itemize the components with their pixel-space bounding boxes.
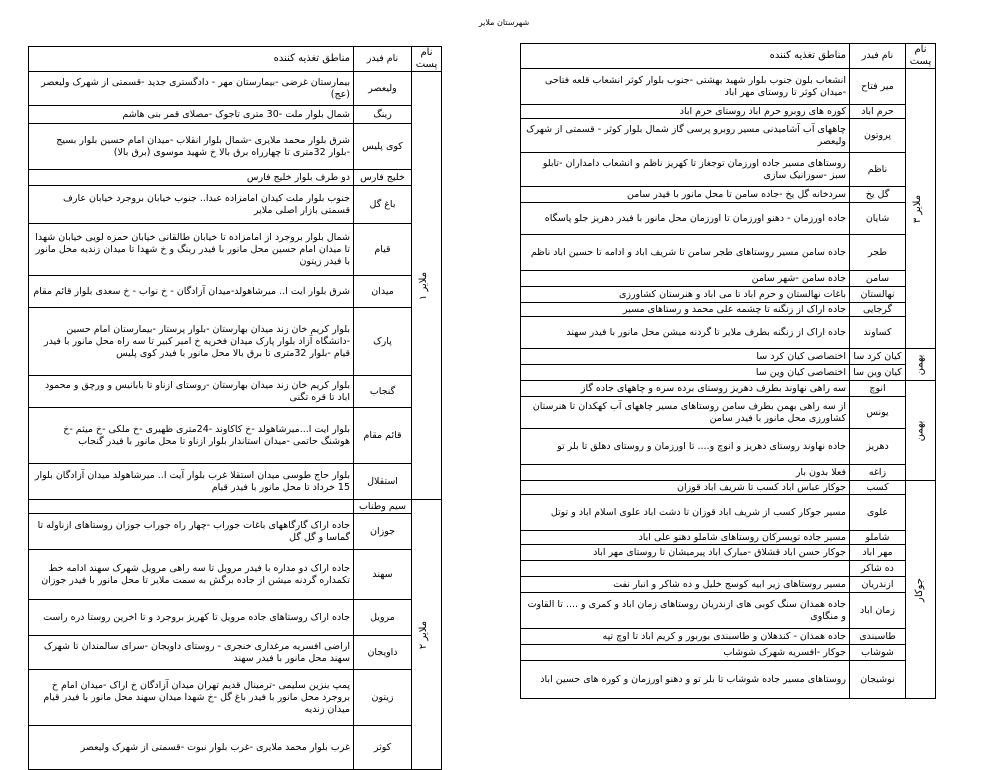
feed-area: بلوار ایت ا...میرشاهولد -خ کاکاوند -24متری ظهیری -خ ملکی -خ میثم -خ هوشنگ حاتمی -میدان استاندار بلوار ازناو تا محل مانور با فیدر گنجاب <box>29 408 354 464</box>
feeder-name: ازندریان <box>850 577 906 593</box>
feeder-name: گرجایی <box>850 303 906 317</box>
feed-area: باغات نهالستان و حرم اباد تا می اباد و هنرستان کشاورزی <box>521 287 850 303</box>
feeder-name: زیتون <box>354 670 412 726</box>
table-row <box>29 408 442 464</box>
feeder-name: جوزان <box>354 514 412 550</box>
header-row <box>521 44 936 69</box>
table-row <box>521 397 936 429</box>
feed-area: جوکار عباس اباد کسب تا شریف اباد قوزان <box>521 481 850 495</box>
table-row <box>29 550 442 600</box>
table-row <box>29 376 442 408</box>
table-row <box>521 69 936 105</box>
feed-area: جاده همدان سنگ کوبی های ازندریان روستاهای زمان اباد و کمری و .... تا القاوت و منگاوی <box>521 593 850 629</box>
table-row <box>521 593 936 629</box>
feed-area: بلوار حاج طوسی میدان استقلا غرب بلوار آیت ا.. میرشاهولد میدان آزادگان بلوار 15 خرداد تا محل مانور با فیدر قیام <box>29 464 354 500</box>
table-row <box>521 495 936 531</box>
table-row <box>521 235 936 271</box>
table-row <box>29 600 442 636</box>
feeder-name: نهالستان <box>850 287 906 303</box>
feed-area: شرق بلوار محمد ملایری -شمال بلوار انقلاب -میدان امام حسین بلوار بسیج -بلوار 32متری تا چهارراه برق بالا خ شهید موسوی (برق بالا) <box>29 124 354 170</box>
feed-area: جاده سامن -شهر سامن <box>521 271 850 287</box>
feed-area: اختصاصی کیان وین سا <box>521 365 850 381</box>
feeder-name: باغ گل <box>354 186 412 224</box>
feed-area: جاده اراک روستاهای جاده مرویل تا کهریز بروجرد و تا اخرین روستا دره راست <box>29 600 354 636</box>
table-row <box>521 645 936 661</box>
feed-area: جاده اراک دو مداره با فیدر مرویل تا سه راهی مرویل شهرک سهند ادامه خط تکمداره گردنه میشن از جاده برگش به سمت ملایر تا محل مانور با فیدر جوزان <box>29 550 354 600</box>
feed-area: غرب بلوار محمد ملایری -غرب بلوار نبوت -قسمتی از شهرک ولیعصر <box>29 726 354 770</box>
feeder-name: شاملو <box>850 531 906 545</box>
feed-area: اختصاصی کیان کرد سا <box>521 349 850 365</box>
post-name-cell <box>906 381 936 481</box>
feed-area: مسیر روستاهای زیر ابیه کوسج خلیل و ده شاکر و انبار نفت <box>521 577 850 593</box>
table-row <box>521 153 936 187</box>
header-area: مناطق تغذیه کننده <box>521 44 850 69</box>
feeder-name: کسب <box>850 481 906 495</box>
feeder-table-left <box>28 46 442 770</box>
post-name: بهمن <box>914 420 926 441</box>
feeder-name: میر فتاح <box>850 69 906 105</box>
feeder-name: علوی <box>850 495 906 531</box>
feed-area: انشعاب بلون جنوب بلوار شهید بهشتی -جنوب بلوار کوثر انشعاب قلعه فتاحی -میدان کوثر تا روستای مهر اباد <box>521 69 850 105</box>
feed-area: شمال بلوار ملت -30 متری تاجوک -مصلای قمر بنی هاشم <box>29 106 354 124</box>
table-row <box>29 500 442 514</box>
table-row <box>29 726 442 770</box>
feed-area: پمپ بنزین سلیمی -ترمینال قدیم تهران میدان آزادگان خ اراک -میدان امام خ بروجرد محل مانور با فیدر باغ گل -خ شهدا میدان سهند محل مانور با فیدر قیام میدان زندیه <box>29 670 354 726</box>
feeder-table-right <box>520 43 936 699</box>
table-row <box>521 577 936 593</box>
feed-area: چاههای آب آشامیدنی مسیر روبرو پرسی گاز شمال بلوار کوثر - قسمتی از شهرک ولیعصر <box>521 119 850 153</box>
header-post: نام پست <box>906 44 936 69</box>
feed-area: جاده اورزمان - دهنو اورزمان تا اورزمان محل مانور با فیدر دهریز جلو پاسگاه <box>521 203 850 235</box>
feed-area <box>521 561 850 577</box>
feeder-name: سیم وطناب <box>354 500 412 514</box>
table-row <box>29 186 442 224</box>
feeder-name: پروتون <box>850 119 906 153</box>
feeder-name: طاسبندی <box>850 629 906 645</box>
feed-area: فعلا بدون بار <box>521 465 850 481</box>
table-row <box>521 365 936 381</box>
table-row <box>521 203 936 235</box>
feeder-name: داویجان <box>354 636 412 670</box>
feed-area: سردخانه گل یخ -جاده سامن تا محل مانور با فیدر سامن <box>521 187 850 203</box>
feed-area: جاده اراک گارگاههای باغات جوراب -چهار راه جوراب جوزان روستاهای ازناوله تا گماسا و گل گل <box>29 514 354 550</box>
page-title: شهرستان ملایر <box>478 18 530 27</box>
table-row <box>29 124 442 170</box>
feeder-name: قائم مقام <box>354 408 412 464</box>
feeder-name: کوثر <box>354 726 412 770</box>
feed-area: از سه راهی بهمن بطرف سامن روستاهای مسیر چاههای آب کهکدان تا هنرستان کشاورزی محل مانور با فیدر سامن <box>521 397 850 429</box>
post-name-cell <box>412 500 442 770</box>
header-post: نام پست <box>412 47 442 72</box>
feeder-name: مرویل <box>354 600 412 636</box>
feed-area: شرق بلوار ایت ا.. میرشاهولد-میدان آزادگان - خ نواب - خ سعدی بلوار قائم مقام <box>29 276 354 308</box>
feeder-name: قیام <box>354 224 412 276</box>
feed-area: روستاهای مسیر جاده اورزمان توجغاز تا کهریز ناظم و انشعاب دامداران -تابلو سبز -سوزانیک سازی <box>521 153 850 187</box>
table-row <box>521 187 936 203</box>
feeder-name: گل یخ <box>850 187 906 203</box>
table-row <box>29 224 442 276</box>
feed-area: اراضی افسریه مرغداری خنجری - روستای داویجان -سرای سالمندان تا شهرک سهند محل مانور با فیدر سهند <box>29 636 354 670</box>
feed-area: مسیر جاده تویسرکان روستاهای شاملو دهنو علی اباد <box>521 531 850 545</box>
table-row <box>29 464 442 500</box>
post-name: ملایر ۱ <box>417 271 429 300</box>
table-row <box>521 531 936 545</box>
feeder-name: پارک <box>354 308 412 376</box>
post-name: بهمن <box>914 354 926 375</box>
feed-area: شمال بلوار بروجرد از امامزاده تا خیابان طالقانی خیابان حمزه لویی خیابان شهدا تا میدان امام حسین محل مانور با فیدر رینگ و خ شهدا تا میدان زندیه محل مانور با فیدر زیتون <box>29 224 354 276</box>
feed-area: جاده سامن مسیر روستاهای طجر سامن تا شریف اباد و ادامه تا حسین اباد ناظم <box>521 235 850 271</box>
table-row <box>521 381 936 397</box>
table-row <box>521 629 936 645</box>
post-name-cell <box>906 349 936 381</box>
feed-area: جوکار حسن اباد قشلاق -مبارک اباد پیرمیشان تا روستای مهر اباد <box>521 545 850 561</box>
post-name-cell <box>412 72 442 500</box>
feed-area: روستاهای مسیر جاده شوشاب تا بلر تو و دهنو اورزمان و کوره های حسین اباد <box>521 661 850 699</box>
feed-area: بلوار کریم خان زند میدان بهارستان -بلوار پرستار -بیمارستان امام حسین -دانشگاه آزاد بلوار پارک میدان فخریه خ امیر کبیر تا سه راه محل مانور با فیدر قیام -بلوار 32متری تا برق بالا محل مانور با فیدر کوی پلیس <box>29 308 354 376</box>
table-row <box>521 349 936 365</box>
table-row <box>521 303 936 317</box>
feeder-name: میدان <box>354 276 412 308</box>
feeder-name: سهند <box>354 550 412 600</box>
feeder-name: سامن <box>850 271 906 287</box>
post-name-cell <box>906 481 936 699</box>
feed-area: بیمارستان غرضی -بیمارستان مهر - دادگستری جدید -قسمتی از شهرک ولیعصر (عج) <box>29 72 354 106</box>
feed-area: کوره های روبرو حرم اباد روستای حرم اباد <box>521 105 850 119</box>
feeder-name: مهر اباد <box>850 545 906 561</box>
header-area: مناطق تغذیه کننده <box>29 47 354 72</box>
feeder-name: گنجاب <box>354 376 412 408</box>
feed-area: سه راهی نهاوند بطرف دهریز روستای برده سره و چاههای جاده گاز <box>521 381 850 397</box>
feeder-name: ده شاکر <box>850 561 906 577</box>
feeder-name: یونس <box>850 397 906 429</box>
feed-area: جاده اراک از زنگنه تا چشمه علی محمد و رستاهای مسیر <box>521 303 850 317</box>
header-feeder: نام فیدر <box>354 47 412 72</box>
feed-area: مسیر جوکار کسب از شریف اباد قوزان تا دشت اباد علوی اسلام اباد و توتل <box>521 495 850 531</box>
feeder-name: زاغه <box>850 465 906 481</box>
feed-area: جاده همدان - کندهلان و طاسبندی بوربور و کریم اباد تا اوچ تپه <box>521 629 850 645</box>
header-row <box>29 47 442 72</box>
feeder-name: استقلال <box>354 464 412 500</box>
table-row <box>29 636 442 670</box>
feeder-name: کیان کرد سا <box>850 349 906 365</box>
feeder-name: نوشیجان <box>850 661 906 699</box>
table-row <box>29 276 442 308</box>
table-row <box>521 287 936 303</box>
feeder-name: حرم اباد <box>850 105 906 119</box>
post-name: جوکار <box>914 577 926 602</box>
table-row <box>521 271 936 287</box>
post-name: ملایر ۳ <box>911 194 923 223</box>
feeder-name: خلیج فارس <box>354 170 412 186</box>
feeder-name: ناظم <box>850 153 906 187</box>
post-name: ملایر ۲ <box>417 620 429 649</box>
table-row <box>521 545 936 561</box>
feed-area <box>29 500 354 514</box>
feeder-name: انوچ <box>850 381 906 397</box>
feed-area: جاده اراک از زنگنه بطرف ملایر تا گردنه میشن محل مانور با فیدر سهند <box>521 317 850 349</box>
feed-area: بلوار کریم خان زند میدان بهارستان -روستای ازناو تا بابانیس و ورچق و محمود اباد تا قره تگنی <box>29 376 354 408</box>
table-row <box>521 317 936 349</box>
feeder-name: کوی پلیس <box>354 124 412 170</box>
table-row <box>29 170 442 186</box>
feeder-name: شایان <box>850 203 906 235</box>
table-row <box>29 106 442 124</box>
table-row <box>29 514 442 550</box>
table-row <box>521 661 936 699</box>
table-row <box>521 429 936 465</box>
feed-area: دو طرف بلوار خلیج فارس <box>29 170 354 186</box>
feeder-name: شوشاب <box>850 645 906 661</box>
feeder-name: زمان اباد <box>850 593 906 629</box>
table-row <box>521 465 936 481</box>
feeder-name: رینگ <box>354 106 412 124</box>
feed-area: جاده نهاوند روستای دهریز و انوچ و.... تا اورزمان و روستای دهلق تا بلر تو <box>521 429 850 465</box>
table-row <box>521 481 936 495</box>
header-feeder: نام فیدر <box>850 44 906 69</box>
feed-area: جوکار -افسریه شهرک شوشاب <box>521 645 850 661</box>
table-row <box>521 119 936 153</box>
feeder-name: طجر <box>850 235 906 271</box>
feeder-name: دهریز <box>850 429 906 465</box>
feeder-name: کساوند <box>850 317 906 349</box>
table-row <box>29 308 442 376</box>
feeder-name: ولیعصر <box>354 72 412 106</box>
table-row <box>29 72 442 106</box>
post-name-cell <box>906 69 936 349</box>
feed-area: جنوب بلوار ملت کیدان امامزاده عبدا.. جنوب خیابان بروجرد خیابان عارف قسمتی بازار اصلی ملایر <box>29 186 354 224</box>
feeder-name: کیان وین سا <box>850 365 906 381</box>
table-row <box>521 561 936 577</box>
table-row <box>29 670 442 726</box>
table-row <box>521 105 936 119</box>
